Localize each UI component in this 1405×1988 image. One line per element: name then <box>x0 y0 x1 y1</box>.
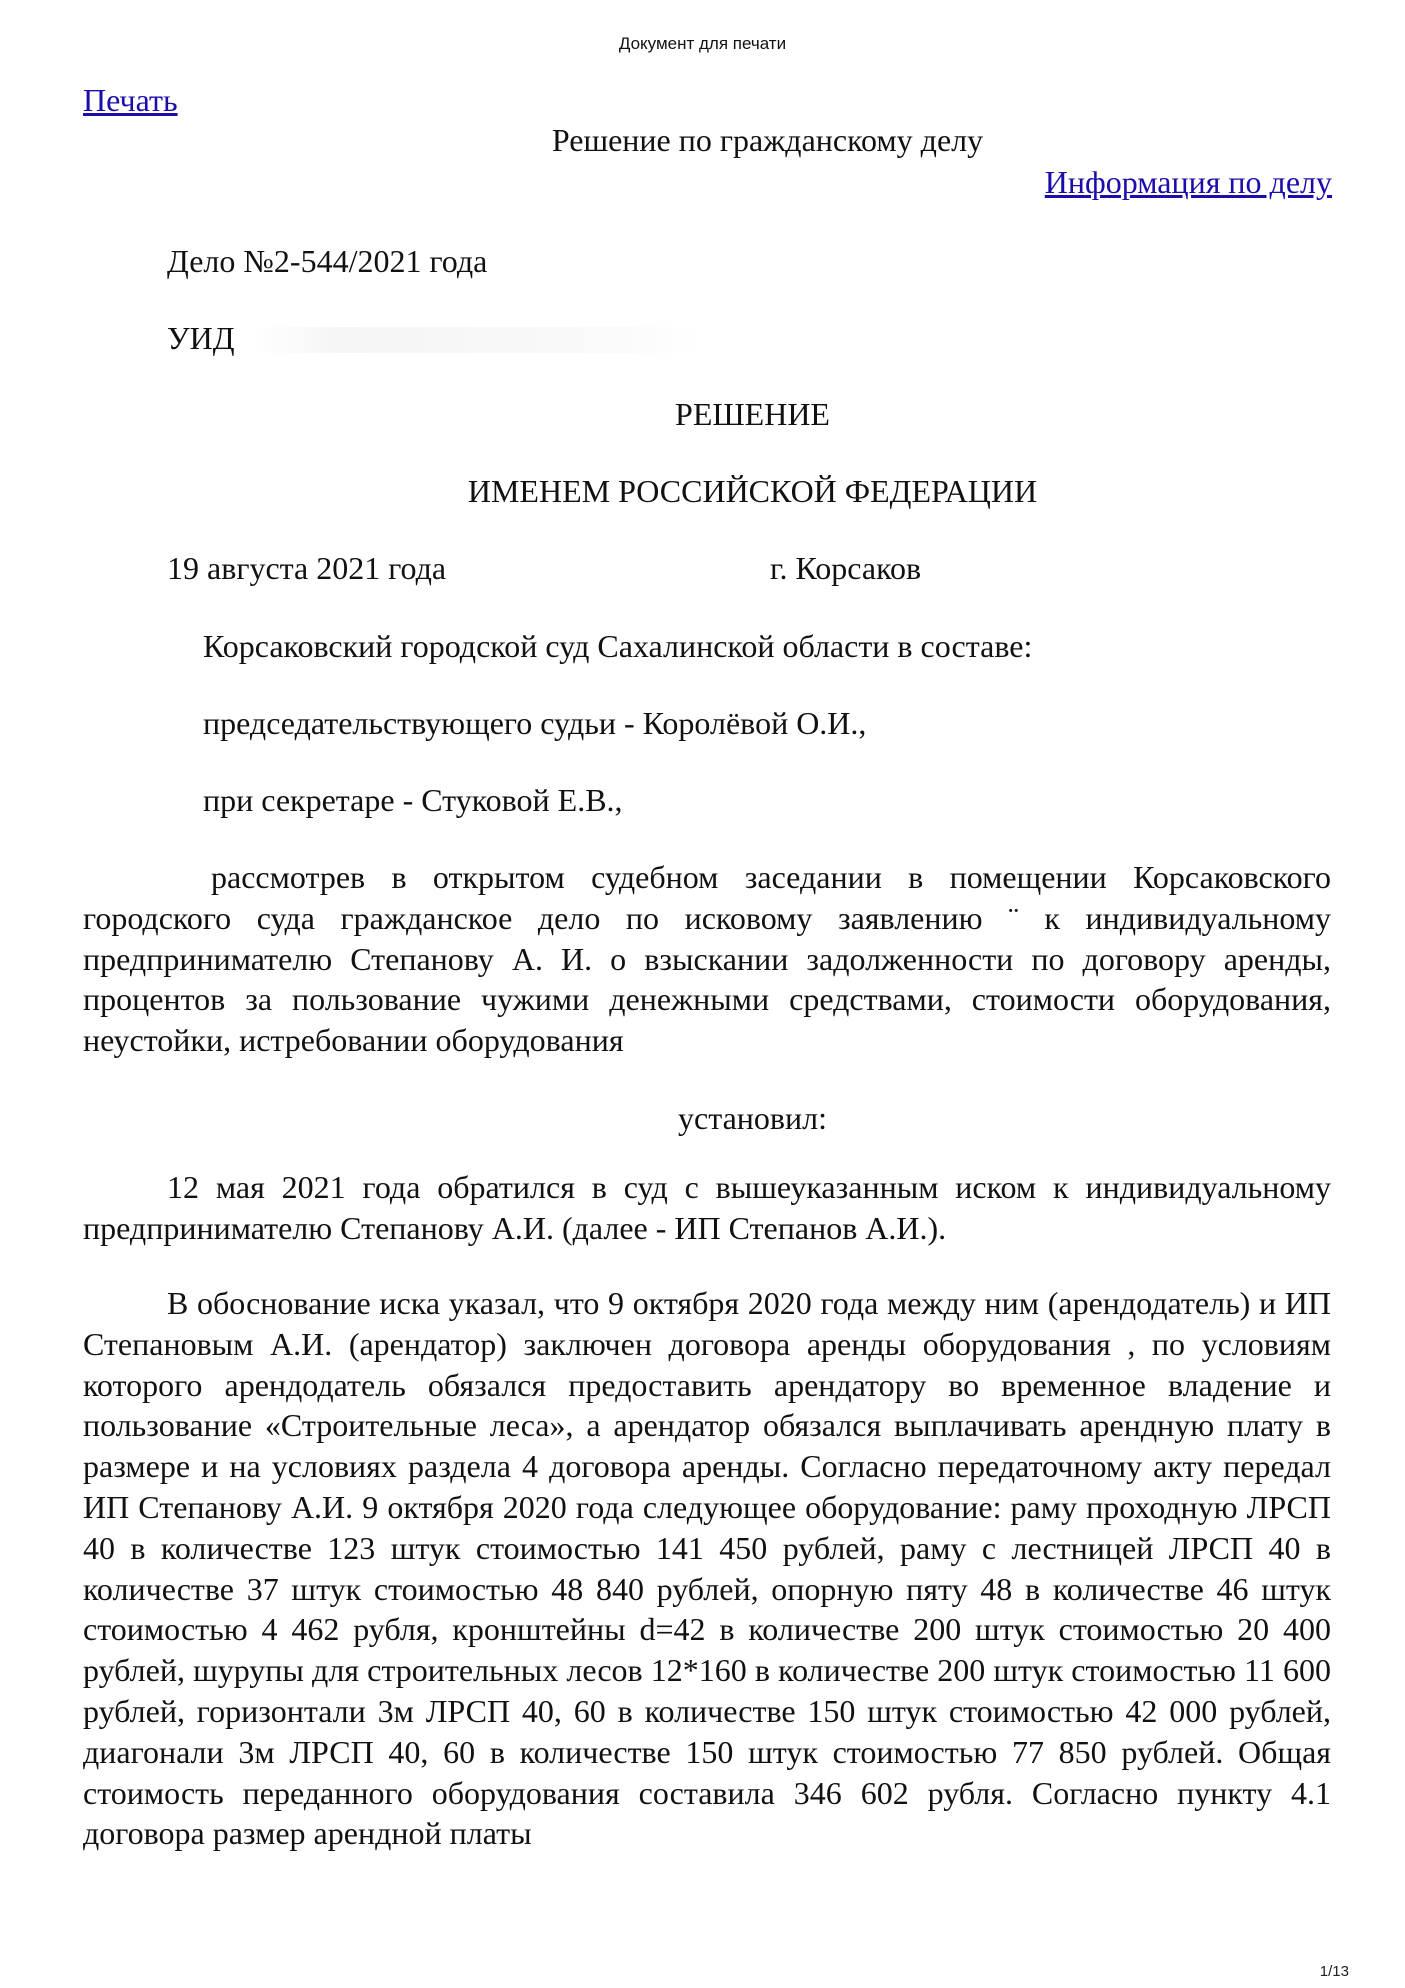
paragraph-claim-grounds: В обоснование иска указал, что 9 октября 2020 года между ним (арендодатель) и ИП Степановым А.И. (арендатор) заключен договора аренды оборудования , по условиям которого арендодатель обязался предоставить арендатору во временное владение и пользование «Строительные леса», а арендатор обязался выплачивать арендную плату в размере и на условиях раздела 4 договора аренды. Согласно передаточному акту передал ИП Степанову А.И. 9 октября 2020 года следующее оборудование: раму проходную ЛРСП 40 в количестве 123 штук стоимостью 141 450 рублей, раму с лестницей ЛРСП 40 в количестве 37 штук стоимостью 48 840 рублей, опорную пяту 48 в количестве 46 штук стоимостью 4 462 рубля, кронштейны d=42 в количестве 200 штук стоимостью 20 400 рублей, шурупы для строительных лесов 12*160 в количестве 200 штук стоимостью 11 600 рублей, горизонтали 3м ЛРСП 40, 60 в количестве 150 штук стоимостью 42 000 рублей, диагонали 3м ЛРСП 40, 60 в количестве 150 штук стоимостью 77 850 рублей. Общая стоимость переданного оборудования составила 346 602 рубля. Согласно пункту 4.1 договора размер арендной платы <box>83 1285 1331 1852</box>
paragraph-case-description: рассмотрев в открытом судебном заседании в помещении Корсаковского городского суда гражданское дело по исковому заявлению ¨ к индивидуальному предпринимателю Степанову А. И. о взыскании задолженности по договору аренды, процентов за пользование чужими денежными средствами, стоимости оборудования, неустойки, истребовании оборудования <box>83 859 1331 1059</box>
court-secretary: при секретаре - Стуковой Е.В., <box>203 782 623 818</box>
decision-subheading: ИМЕНЕМ РОССИЙСКОЙ ФЕДЕРАЦИИ <box>467 473 1038 509</box>
established-heading: установил: <box>678 1100 827 1136</box>
print-link[interactable]: Печать <box>83 82 178 118</box>
uid-label: УИД <box>167 320 235 356</box>
court-composition: Корсаковский городской суд Сахалинской области в составе: <box>203 628 1033 664</box>
presiding-judge: председательствующего судьи - Королёвой О.И., <box>203 705 867 741</box>
case-info-link[interactable]: Информация по делу <box>1044 164 1332 200</box>
page-number: 1/13 <box>1319 1963 1349 1980</box>
decision-heading: РЕШЕНИЕ <box>675 396 830 432</box>
decision-city: г. Корсаков <box>770 550 922 586</box>
print-header-caption: Документ для печати <box>618 34 787 53</box>
paragraph-claim-filed: 12 мая 2021 года обратился в суд с вышеуказанным иском к индивидуальному предпринимателю Степанову А.И. (далее - ИП Степанов А.И.). <box>83 1169 1331 1246</box>
decision-date: 19 августа 2021 года <box>167 550 447 586</box>
uid-redaction <box>252 327 702 353</box>
document-title: Решение по гражданскому делу <box>551 122 984 158</box>
case-number: Дело №2-544/2021 года <box>167 243 488 279</box>
